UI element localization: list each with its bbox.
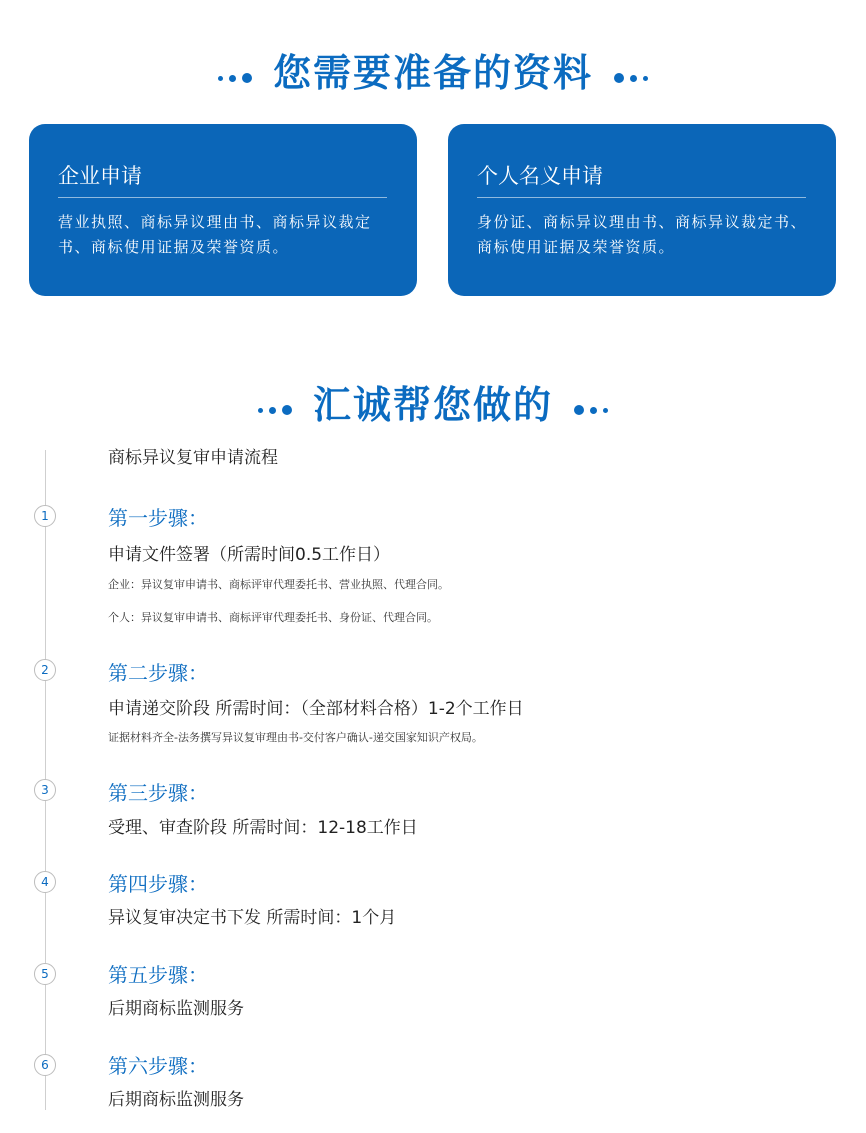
step-number-badge: 3 — [34, 779, 56, 801]
step-label: 第二步骤： — [108, 661, 208, 685]
decorative-dots-right — [611, 54, 651, 98]
card-title: 个人名义申请 — [477, 164, 603, 188]
process-title: 商标异议复审申请流程 — [108, 448, 278, 468]
card-divider — [58, 197, 387, 198]
step-description: 申请文件签署（所需时间0.5工作日） — [108, 545, 391, 565]
decorative-dots-right — [571, 386, 611, 430]
step-number-badge: 4 — [34, 871, 56, 893]
section-title-text: 您需要准备的资料 — [272, 51, 593, 95]
decorative-dots-left — [255, 386, 295, 430]
step-description: 后期商标监测服务 — [108, 1090, 244, 1110]
step-number-badge: 5 — [34, 963, 56, 985]
card-text: 营业执照、商标异议理由书、商标异议裁定书、商标使用证据及荣誉资质。 — [58, 213, 372, 256]
section-title-services — [0, 374, 866, 430]
step-number-badge: 2 — [34, 659, 56, 681]
card-divider — [477, 197, 806, 198]
section-title-text: 汇诚帮您做的 — [312, 383, 553, 427]
step-detail: 个人：异议复审申请书、商标评审代理委托书、身份证、代理合同。 — [108, 611, 438, 624]
step-detail: 证据材料齐全-法务撰写异议复审理由书-交付客户确认-递交国家知识产权局。 — [108, 731, 483, 744]
step-label: 第四步骤： — [108, 872, 208, 896]
step-description: 后期商标监测服务 — [108, 999, 244, 1019]
step-description: 申请递交阶段 所需时间：（全部材料合格）1-2个工作日 — [108, 699, 524, 719]
step-label: 第一步骤： — [108, 506, 208, 530]
card-enterprise — [29, 124, 417, 296]
step-label: 第五步骤： — [108, 963, 208, 987]
section-title-materials — [0, 42, 866, 98]
step-description: 受理、审查阶段 所需时间：12-18工作日 — [108, 818, 418, 838]
card-individual — [448, 124, 836, 296]
decorative-dots-left — [215, 54, 255, 98]
step-label: 第三步骤： — [108, 781, 208, 805]
card-text: 身份证、商标异议理由书、商标异议裁定书、商标使用证据及荣誉资质。 — [477, 213, 808, 256]
card-title: 企业申请 — [58, 164, 142, 188]
step-description: 异议复审决定书下发 所需时间：1个月 — [108, 908, 397, 928]
step-number-badge: 6 — [34, 1054, 56, 1076]
step-label: 第六步骤： — [108, 1054, 208, 1078]
step-detail: 企业：异议复审申请书、商标评审代理委托书、营业执照、代理合同。 — [108, 578, 449, 591]
step-number-badge: 1 — [34, 505, 56, 527]
